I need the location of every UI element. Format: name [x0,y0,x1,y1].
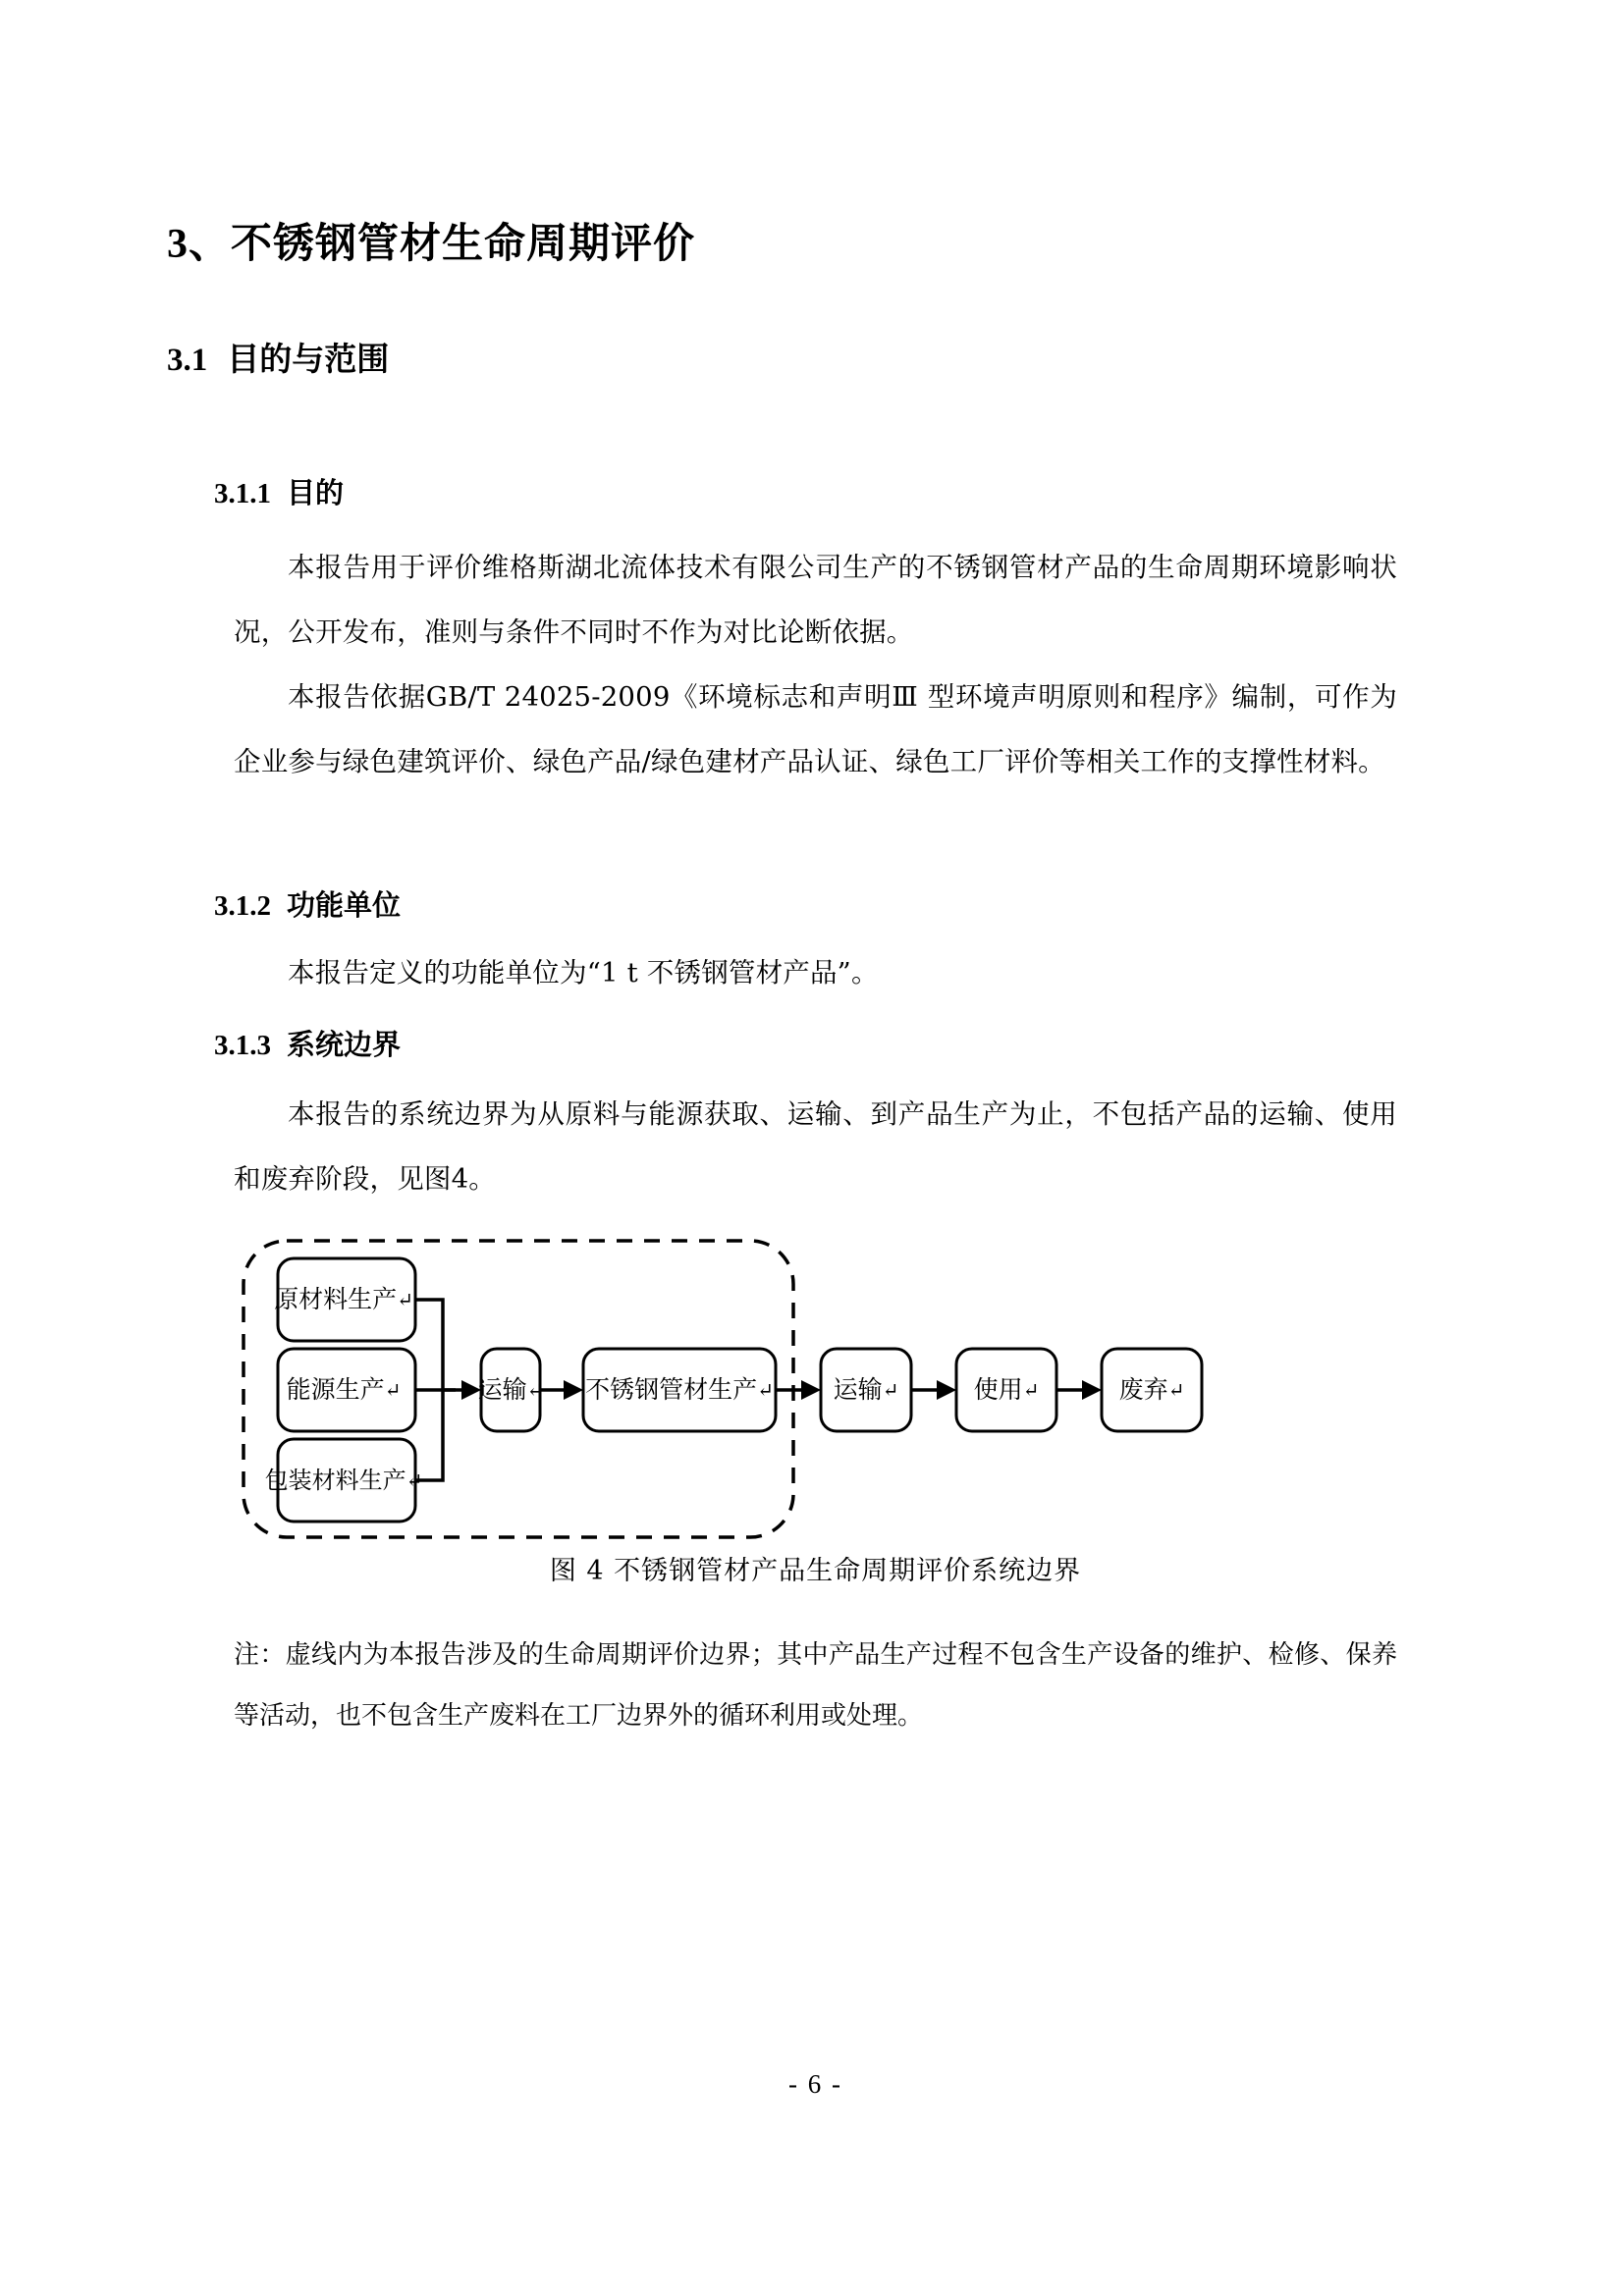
node-stainless-steel-pipe-production-pilcrow: ↵ [757,1377,774,1402]
page-title [167,211,695,270]
node-stainless-steel-pipe-production-label: 不锈钢管材生产 [585,1374,758,1404]
node-use[interactable] [956,1349,1056,1431]
node-disposal[interactable] [1102,1349,1202,1431]
paragraph-purpose-1: 本报告用于评价维格斯湖北流体技术有限公司生产的不锈钢管材产品的生命周期环境影响状况，公开发布，准则与条件不同时不作为对比论断依据。 [234,552,1397,648]
svg-text:使用↵ [974,1375,1040,1404]
node-transport-outbound-pilcrow: ↵ [882,1377,899,1402]
flow-diagram-svg [234,1227,1397,1551]
node-energy-production-pilcrow: ↵ [384,1377,402,1402]
svg-text:废弃↵ [1119,1375,1185,1404]
arrowhead-to-transport2 [801,1380,821,1400]
node-energy-production[interactable] [278,1349,415,1431]
heading-3-1-1-label: 目的 [287,478,345,509]
node-packaging-material-production[interactable] [265,1439,423,1522]
node-transport-outbound[interactable] [821,1349,911,1431]
figure-4-caption: 图 4 不锈钢管材产品生命周期评价系统边界 [549,1556,1082,1586]
svg-text:运输↵ [834,1375,899,1404]
heading-3-1-3 [214,1023,401,1063]
heading-3-1-3-number: 3.1.3 [214,1030,271,1061]
node-transport-inbound-pilcrow: ↵ [526,1377,544,1402]
svg-text:运输↵ [478,1375,544,1404]
node-disposal-pilcrow: ↵ [1167,1377,1185,1402]
heading-3-1-2-number: 3.1.2 [214,890,271,922]
arrowhead-to-use [937,1380,956,1400]
node-raw-material-production-label: 原材料生产 [274,1284,398,1313]
figure-4-system-boundary-diagram [234,1227,1397,1551]
heading-3-1-1 [214,471,344,511]
heading-3-1 [167,334,389,380]
heading-3-1-label: 目的与范围 [227,343,390,378]
heading-3-1-number: 3.1 [167,343,208,378]
node-transport-inbound[interactable] [478,1349,544,1431]
node-transport-outbound-label: 运输 [833,1374,883,1404]
paragraph-system-boundary: 本报告的系统边界为从原料与能源获取、运输、到产品生产为止，不包括产品的运输、使用和废弃阶段，见图4。 [234,1098,1397,1195]
paragraph-functional-unit: 本报告定义的功能单位为“1 t 不锈钢管材产品”。 [288,957,879,988]
node-use-pilcrow: ↵ [1022,1377,1040,1402]
edge-raw-to-bus [415,1300,443,1390]
node-disposal-label: 废弃 [1118,1374,1168,1404]
heading-3-1-3-label: 系统边界 [287,1030,402,1061]
edge-packaging-to-bus [415,1390,443,1480]
node-raw-material-production-pilcrow: ↵ [397,1287,413,1311]
arrowhead-to-production [564,1380,583,1400]
node-raw-material-production[interactable] [274,1258,415,1341]
page-number-footer: - 6 - [788,2069,842,2099]
heading-3-1-2 [214,883,401,924]
paragraph-purpose-2: 本报告依据GB/T 24025-2009《环境标志和声明Ⅲ 型环境声明原则和程序》编制，可作为企业参与绿色建筑评价、绿色产品/绿色建材产品认证、绿色工厂评价等相关工作的支撑性材料。 [234,681,1397,777]
node-energy-production-label: 能源生产 [286,1374,385,1404]
svg-text:不锈钢管材生产↵ [585,1375,774,1404]
heading-3-1-1-number: 3.1.1 [214,478,271,509]
heading-3-1-2-label: 功能单位 [287,890,402,922]
page-title-number: 3、 [167,222,232,267]
node-use-label: 使用 [973,1374,1023,1404]
node-stainless-steel-pipe-production[interactable] [583,1349,776,1431]
svg-text:原材料生产↵ [274,1285,413,1313]
node-packaging-material-production-label: 包装材料生产 [264,1466,406,1494]
arrowhead-to-disposal [1082,1380,1102,1400]
svg-text:包装材料生产↵ [265,1467,423,1494]
svg-text:能源生产↵ [287,1375,402,1404]
node-transport-inbound-label: 运输 [477,1374,527,1404]
page-title-text: 不锈钢管材生命周期评价 [231,219,696,267]
node-packaging-material-production-pilcrow: ↵ [406,1468,423,1492]
figure-4-note: 注：虚线内为本报告涉及的生命周期评价边界；其中产品生产过程不包含生产设备的维护、检修、保养等活动，也不包含生产废料在工厂边界外的循环利用或处理。 [234,1640,1397,1731]
